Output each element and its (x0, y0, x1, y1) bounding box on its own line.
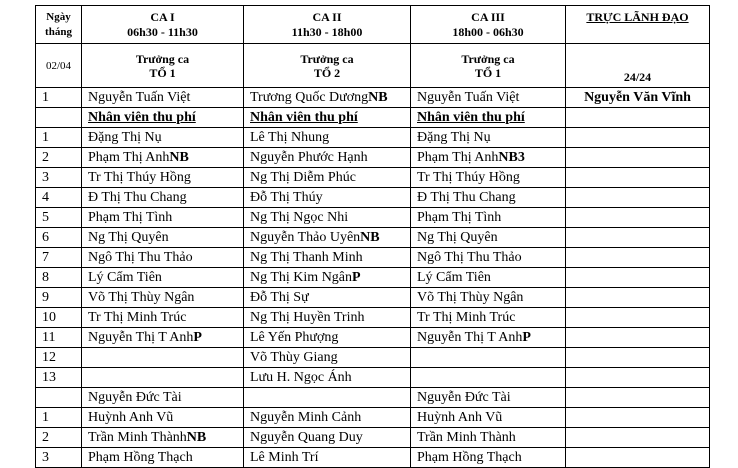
staff-name-shift1 (82, 328, 244, 348)
staff-name: Nguyễn Quang Duy (250, 430, 363, 445)
staff-name: Phạm Hồng Thạch (417, 450, 522, 465)
staff-name: Đ Thị Thu Chang (417, 190, 516, 205)
staff-name: Võ Thị Thùy Ngân (417, 290, 524, 305)
section-title-shift3 (411, 108, 566, 128)
staff-name-shift1 (82, 208, 244, 228)
staff-name: Lê Minh Trí (250, 450, 319, 465)
leader-on-duty (566, 248, 710, 268)
staff-name: Nguyễn Tuấn Việt (88, 90, 191, 105)
leader-on-duty (566, 148, 710, 168)
row-number: 3 (36, 448, 82, 468)
staff-name: Phạm Thị Tình (88, 210, 173, 225)
staff-name: Phạm Hồng Thạch (88, 450, 193, 465)
shift1-header (82, 6, 244, 44)
section-title-shift2 (244, 108, 411, 128)
header-row (36, 6, 710, 44)
staff-name: Phạm Thị Anh (88, 150, 170, 165)
staff-name: Nhân viên thu phí (417, 110, 525, 125)
staff-name-shift1 (82, 148, 244, 168)
row-number: 1 (36, 88, 82, 108)
staff-name-shift3 (411, 448, 566, 468)
staff-name: Lý Cẩm Tiên (417, 270, 491, 285)
staff-name-shift3 (411, 308, 566, 328)
leader-on-duty (566, 328, 710, 348)
staff-name: Đỗ Thị Sự (250, 290, 309, 305)
table-row (36, 288, 710, 308)
row-number: 8 (36, 268, 82, 288)
shift1-team (82, 44, 244, 88)
staff-name-shift2 (244, 188, 411, 208)
staff-name-shift2 (244, 208, 411, 228)
leader-on-duty (566, 228, 710, 248)
staff-name: Đ Thị Thu Chang (88, 190, 187, 205)
leader-on-duty (566, 308, 710, 328)
staff-note: NB3 (498, 150, 525, 165)
table-row (36, 308, 710, 328)
table-row (36, 408, 710, 428)
staff-name-shift1 (82, 348, 244, 368)
duty-roster-table (35, 5, 710, 468)
date-header-line2: tháng (45, 25, 72, 38)
staff-name-shift2 (244, 228, 411, 248)
staff-note: P (352, 270, 361, 285)
section-header-row (36, 108, 710, 128)
staff-name-shift1 (82, 288, 244, 308)
row-number: 2 (36, 148, 82, 168)
shift2-title: CA II (312, 9, 342, 24)
roster-body (36, 88, 710, 468)
table-row (36, 88, 710, 108)
staff-name-shift2 (244, 408, 411, 428)
table-row (36, 268, 710, 288)
staff-note: P (193, 330, 202, 345)
section-title-shift1 (82, 108, 244, 128)
shift1-role: Trưởng ca (135, 51, 190, 66)
staff-name-shift1 (82, 128, 244, 148)
leader-on-duty (566, 188, 710, 208)
shift2-header (244, 6, 411, 44)
staff-name-shift3 (411, 328, 566, 348)
staff-name: Võ Thị Thùy Ngân (88, 290, 195, 305)
table-row (36, 388, 710, 408)
staff-note: NB (368, 90, 388, 105)
staff-name-shift3 (411, 88, 566, 108)
row-number: 1 (36, 408, 82, 428)
shift2-role: Trưởng ca (300, 51, 354, 66)
staff-name-shift3 (411, 408, 566, 428)
row-number: 11 (36, 328, 82, 348)
staff-name: Huỳnh Anh Vũ (417, 410, 503, 425)
date-column-header (36, 6, 82, 44)
row-number: 6 (36, 228, 82, 248)
staff-name-shift1 (82, 188, 244, 208)
staff-name: Ng Thị Huyền Trinh (250, 310, 365, 325)
table-row (36, 128, 710, 148)
staff-name-shift2 (244, 168, 411, 188)
staff-name-shift3 (411, 268, 566, 288)
table-row (36, 328, 710, 348)
staff-name: Lê Yến Phượng (250, 330, 339, 345)
staff-name-shift3 (411, 128, 566, 148)
row-number: 12 (36, 348, 82, 368)
staff-name: Ngô Thị Thu Thảo (417, 250, 522, 265)
leader-on-duty (566, 448, 710, 468)
staff-name: Huỳnh Anh Vũ (88, 410, 174, 425)
staff-name: Đỗ Thị Thúy (250, 190, 323, 205)
staff-name: Nguyễn Đức Tài (88, 390, 182, 405)
table-row (36, 168, 710, 188)
staff-name-shift1 (82, 388, 244, 408)
staff-name-shift1 (82, 248, 244, 268)
staff-name: Nguyễn Thảo Uyên (250, 230, 361, 245)
row-number (36, 108, 82, 128)
staff-name: Nguyễn Thị T Anh (88, 330, 194, 345)
leader-on-duty (566, 128, 710, 148)
staff-name: Ngô Thị Thu Thảo (88, 250, 193, 265)
leader-on-duty (566, 388, 710, 408)
table-row (36, 368, 710, 388)
shift1-title: CA I (150, 9, 175, 24)
staff-name-shift2 (244, 248, 411, 268)
shift3-title: CA III (471, 9, 505, 24)
leader-on-duty: Nguyễn Văn Vĩnh (566, 88, 710, 108)
staff-name: Trương Quốc Dương (250, 90, 369, 105)
staff-name: Ng Thị Diễm Phúc (250, 170, 356, 185)
staff-name-shift2 (244, 288, 411, 308)
leader-on-duty (566, 108, 710, 128)
staff-name-shift3 (411, 368, 566, 388)
shift2-team (244, 44, 411, 88)
staff-name: Tr Thị Minh Trúc (88, 310, 187, 325)
staff-name-shift1 (82, 268, 244, 288)
staff-name: Lý Cẩm Tiên (88, 270, 162, 285)
date-cell: 02/04 (36, 44, 82, 88)
row-number: 13 (36, 368, 82, 388)
staff-name: Ng Thị Quyên (417, 230, 498, 245)
staff-name-shift1 (82, 428, 244, 448)
staff-name-shift2 (244, 148, 411, 168)
staff-name: Ng Thị Thanh Minh (250, 250, 363, 265)
staff-name-shift2 (244, 428, 411, 448)
staff-name-shift1 (82, 368, 244, 388)
shift3-team-label: TỔ 1 (474, 65, 502, 80)
row-number: 7 (36, 248, 82, 268)
staff-name-shift3 (411, 348, 566, 368)
staff-name-shift2 (244, 128, 411, 148)
staff-name: Lê Thị Nhung (250, 130, 330, 145)
table-row (36, 348, 710, 368)
table-row (36, 228, 710, 248)
leader-on-duty (566, 348, 710, 368)
staff-name: Nhân viên thu phí (250, 110, 358, 125)
row-number: 9 (36, 288, 82, 308)
staff-name: Ng Thị Kim Ngân (250, 270, 353, 285)
staff-name-shift2 (244, 328, 411, 348)
staff-name-shift2 (244, 368, 411, 388)
staff-name-shift3 (411, 188, 566, 208)
staff-note: P (522, 330, 531, 345)
staff-name-shift1 (82, 308, 244, 328)
staff-note: NB (186, 430, 207, 445)
staff-name-shift1 (82, 408, 244, 428)
staff-name: Nguyễn Tuấn Việt (417, 90, 520, 105)
table-row (36, 208, 710, 228)
row-number (36, 388, 82, 408)
staff-name-shift2 (244, 268, 411, 288)
staff-name: Nguyễn Đức Tài (417, 390, 511, 405)
table-row (36, 148, 710, 168)
staff-name: Nguyễn Phước Hạnh (250, 150, 368, 165)
staff-name-shift3 (411, 248, 566, 268)
staff-name-shift3 (411, 208, 566, 228)
sub-header-row (36, 44, 710, 88)
staff-name-shift3 (411, 428, 566, 448)
leader-on-duty (566, 428, 710, 448)
staff-name-shift3 (411, 148, 566, 168)
staff-name-shift3 (411, 388, 566, 408)
date-header-line1: Ngày (46, 10, 71, 23)
staff-name-shift1 (82, 88, 244, 108)
staff-name: Nguyễn Thị T Anh (417, 330, 523, 345)
shift2-team-label: TỔ 2 (313, 65, 341, 80)
shift1-time: 06h30 - 11h30 (127, 24, 198, 39)
staff-name-shift2 (244, 448, 411, 468)
staff-name-shift3 (411, 288, 566, 308)
table-row (36, 448, 710, 468)
leader-on-duty (566, 408, 710, 428)
leader-on-duty (566, 268, 710, 288)
row-number: 5 (36, 208, 82, 228)
shift3-role: Trưởng ca (461, 51, 515, 66)
row-number: 1 (36, 128, 82, 148)
shift1-team-label: TỔ 1 (149, 65, 176, 80)
staff-name: Đặng Thị Nụ (88, 130, 162, 145)
row-number: 2 (36, 428, 82, 448)
staff-name: Trần Minh Thành (88, 430, 187, 445)
staff-name: Nhân viên thu phí (88, 110, 196, 125)
staff-name-shift3 (411, 228, 566, 248)
staff-name-shift2 (244, 308, 411, 328)
staff-name: Đặng Thị Nụ (417, 130, 491, 145)
leader-duration: 24/24 (566, 44, 710, 88)
table-row (36, 248, 710, 268)
staff-name-shift3 (411, 168, 566, 188)
shift3-header (411, 6, 566, 44)
row-number: 4 (36, 188, 82, 208)
staff-name: Võ Thùy Giang (250, 350, 338, 365)
leader-on-duty (566, 288, 710, 308)
staff-name: Tr Thị Thúy Hồng (88, 170, 191, 185)
staff-name-shift2 (244, 88, 411, 108)
shift2-time: 11h30 - 18h00 (291, 24, 363, 39)
staff-name: Trần Minh Thành (417, 430, 516, 445)
staff-name-shift1 (82, 168, 244, 188)
leader-on-duty (566, 168, 710, 188)
row-number: 10 (36, 308, 82, 328)
staff-note: NB (360, 230, 380, 245)
staff-name: Lưu H. Ngọc Ánh (250, 370, 352, 385)
staff-name-shift1 (82, 228, 244, 248)
staff-name: Ng Thị Quyên (88, 230, 169, 245)
shift3-team (411, 44, 566, 88)
row-number: 3 (36, 168, 82, 188)
staff-name: Phạm Thị Tình (417, 210, 502, 225)
staff-name: Nguyễn Minh Cảnh (250, 410, 362, 425)
staff-name: Phạm Thị Anh (417, 150, 499, 165)
leader-on-duty (566, 208, 710, 228)
shift3-time: 18h00 - 06h30 (452, 24, 524, 39)
staff-name-shift2 (244, 348, 411, 368)
staff-name-shift1 (82, 448, 244, 468)
staff-note: NB (169, 150, 189, 165)
staff-name: Ng Thị Ngọc Nhi (250, 210, 349, 225)
table-row (36, 428, 710, 448)
staff-name-shift2 (244, 388, 411, 408)
leader-on-duty (566, 368, 710, 388)
leader-header: TRỰC LÃNH ĐẠO (566, 6, 710, 44)
table-row (36, 188, 710, 208)
staff-name: Tr Thị Thúy Hồng (417, 170, 520, 185)
staff-name: Tr Thị Minh Trúc (417, 310, 516, 325)
